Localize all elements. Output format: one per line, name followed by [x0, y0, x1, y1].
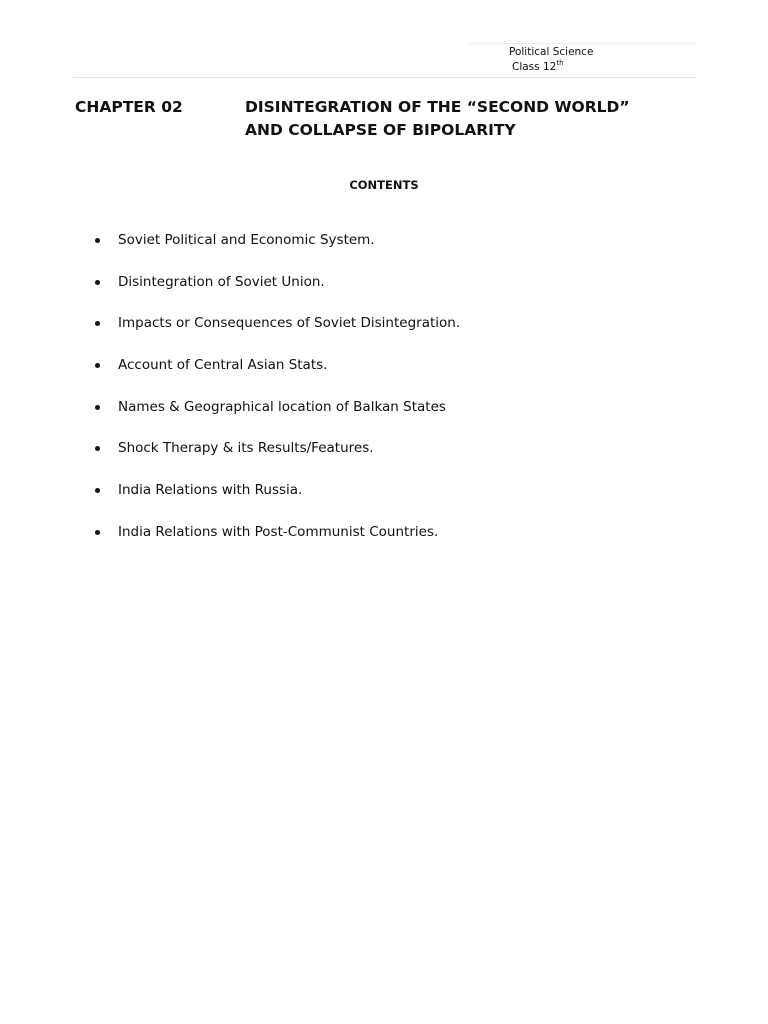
- list-item-text: Shock Therapy & its Results/Features.: [118, 440, 374, 457]
- list-item-text: Account of Central Asian Stats.: [118, 357, 328, 374]
- bullet-icon: [95, 280, 100, 285]
- header-class-label: Class 12: [512, 61, 557, 73]
- bullet-icon: [95, 321, 100, 326]
- bullet-icon: [95, 405, 100, 410]
- chapter-label: CHAPTER 02: [75, 98, 183, 116]
- list-item-text: Disintegration of Soviet Union.: [118, 273, 325, 290]
- list-item-text: Soviet Political and Economic System.: [118, 232, 375, 248]
- page-header: [469, 43, 696, 78]
- bullet-icon: [95, 446, 100, 451]
- chapter-title-line-1: DISINTEGRATION OF THE “SECOND WORLD”: [245, 98, 630, 116]
- list-item-text: India Relations with Post-Communist Countries.: [118, 523, 439, 540]
- header-subject: Political Science: [509, 46, 594, 58]
- contents-heading: CONTENTS: [349, 178, 419, 192]
- bullet-icon: [95, 488, 100, 493]
- header-divider: [73, 77, 696, 78]
- header-class: [512, 61, 564, 74]
- bullet-icon: [95, 363, 100, 368]
- list-item-text: India Relations with Russia.: [118, 482, 303, 499]
- chapter-title: [245, 96, 685, 142]
- list-item-text: Names & Geographical location of Balkan States: [118, 398, 446, 415]
- bullet-icon: [95, 238, 100, 243]
- bullet-icon: [95, 530, 100, 535]
- header-class-suffix: th: [556, 59, 564, 67]
- list-item-text: Impacts or Consequences of Soviet Disintegration.: [118, 315, 461, 332]
- chapter-title-line-2: AND COLLAPSE OF BIPOLARITY: [245, 121, 516, 139]
